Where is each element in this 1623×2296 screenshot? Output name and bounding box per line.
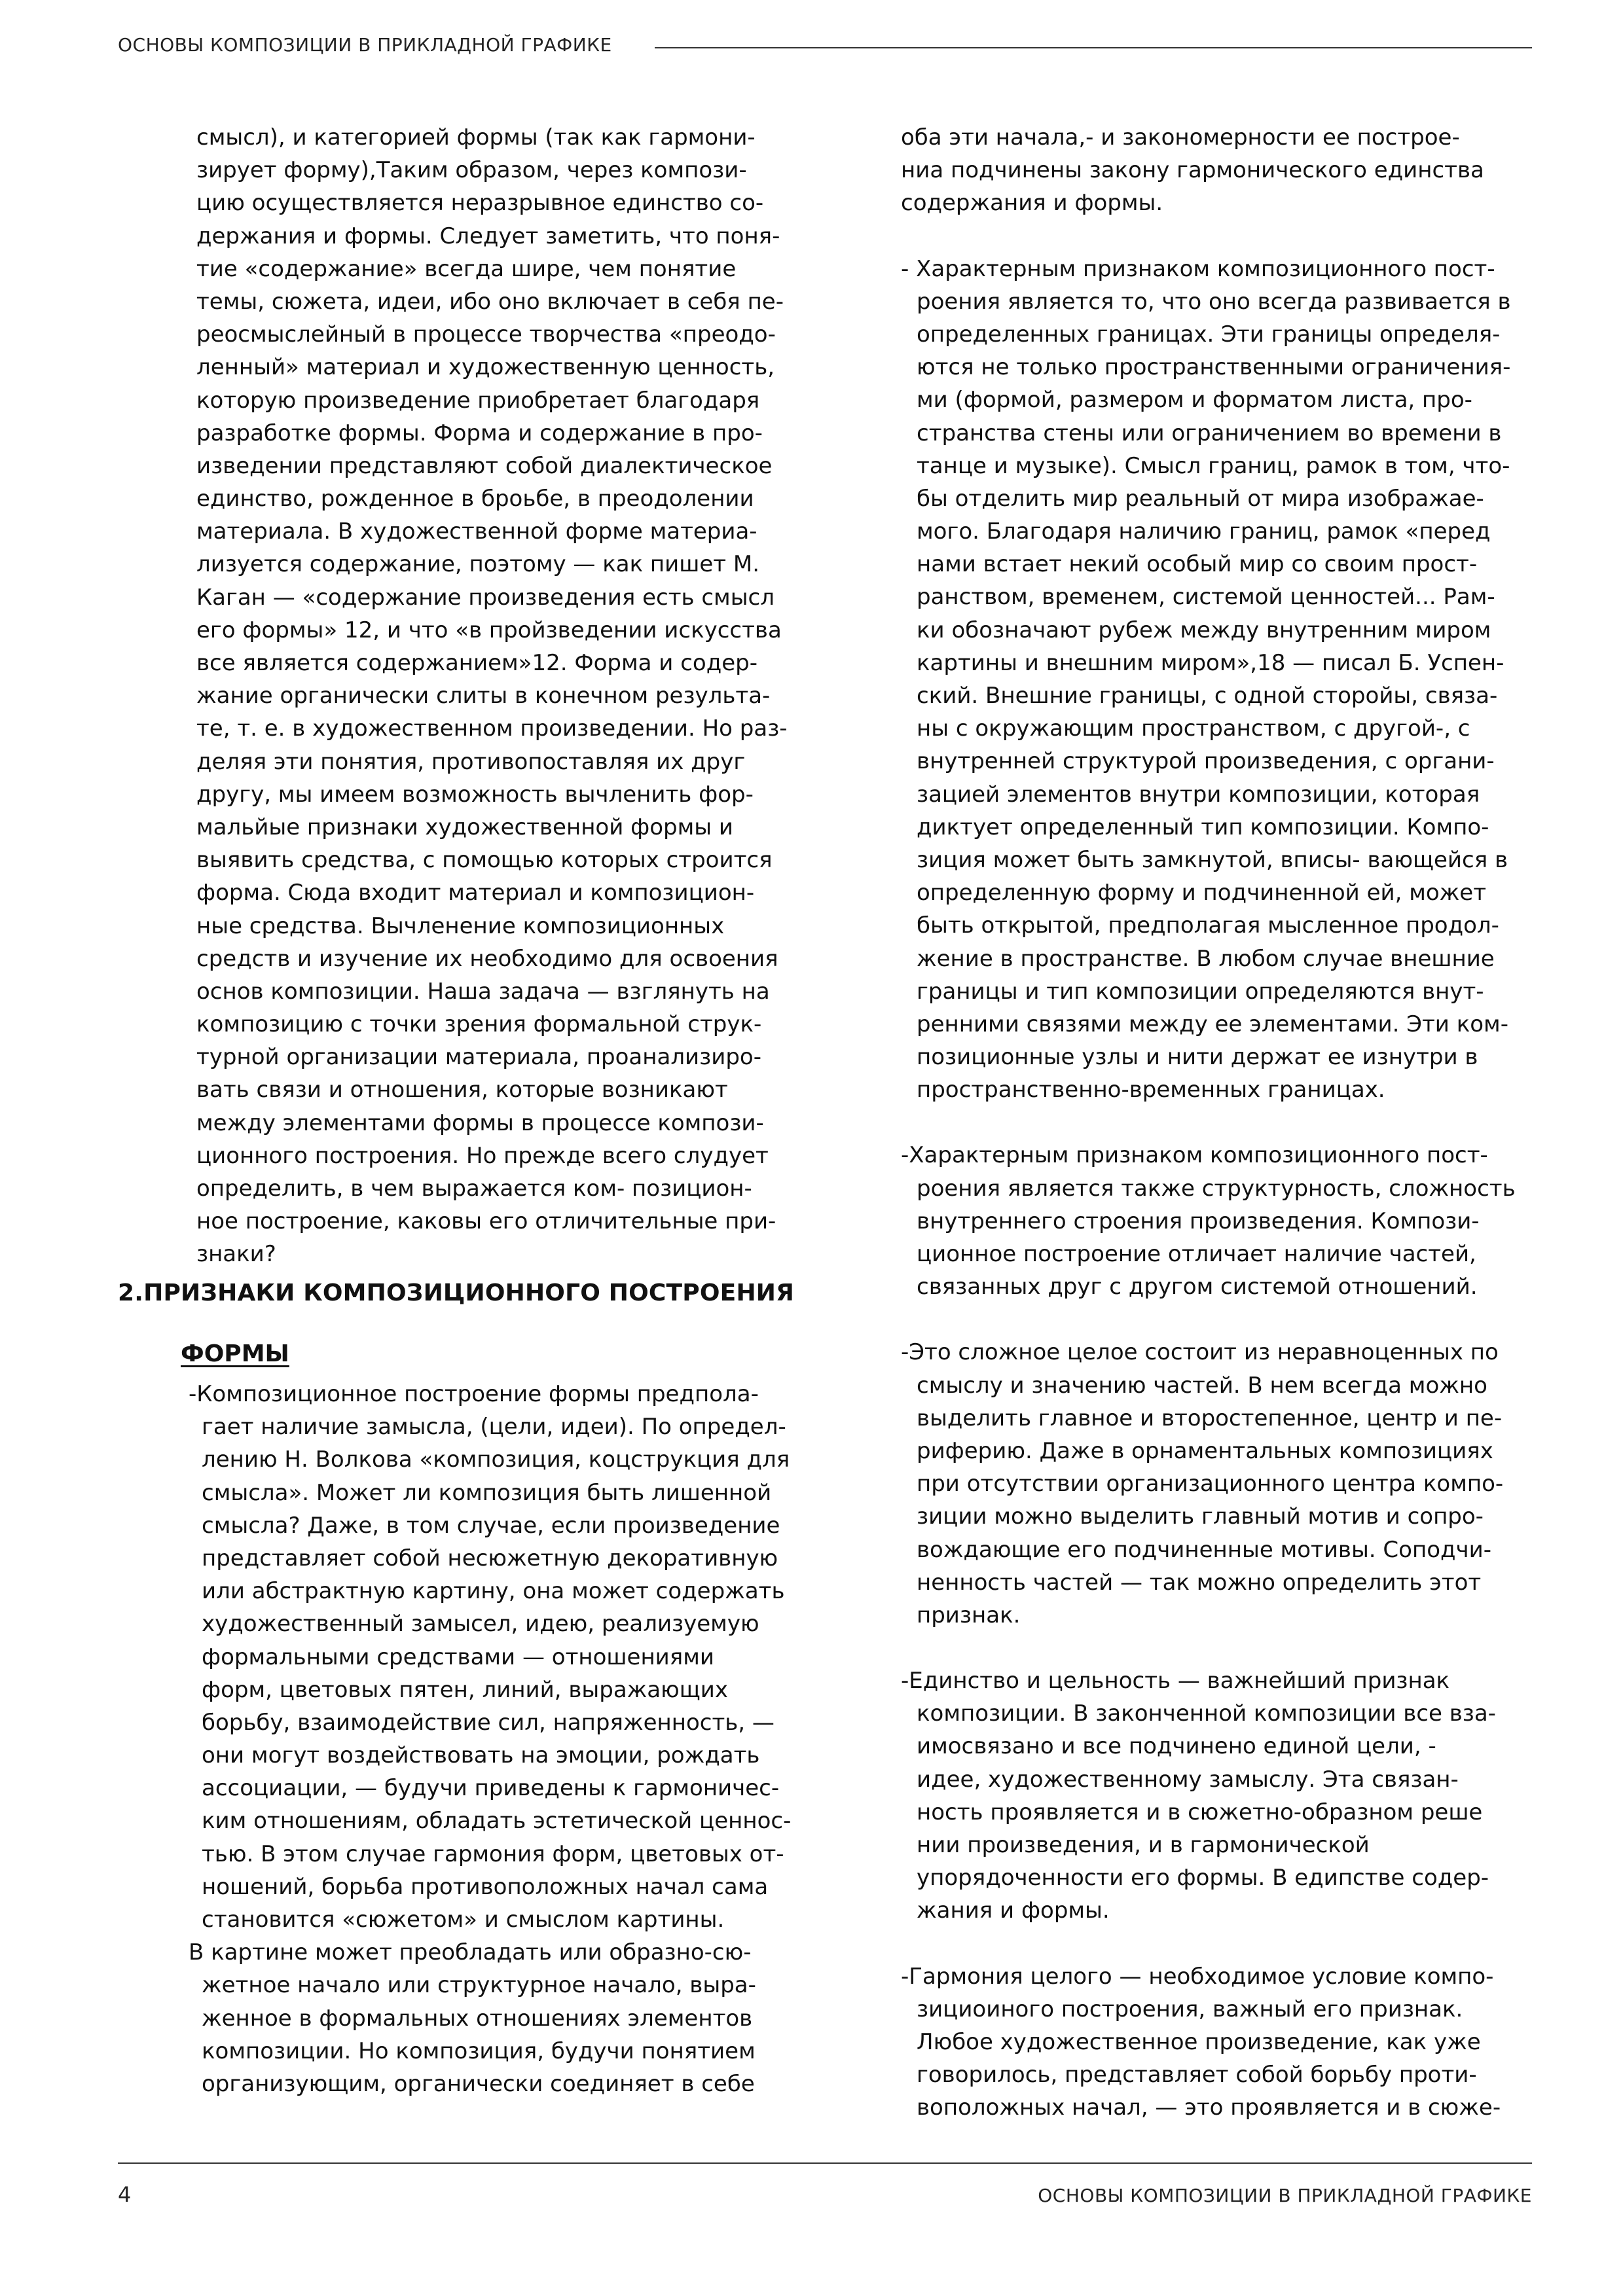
- text-line: деляя эти понятия, противопоставляя их друг: [196, 748, 746, 775]
- text-line: - Характерным признаком композиционного пост-: [901, 255, 1495, 282]
- text-line: жание органически слиты в конечном результа-: [196, 683, 771, 709]
- text-line: тью. В этом случае гармония форм, цветовых от-: [202, 1840, 784, 1867]
- right-column-text: [901, 121, 1516, 2157]
- text-line: композиции. В законченной композиции все вза-: [917, 1700, 1496, 1727]
- text-line: средств и изучение их необходимо для освоения: [196, 945, 778, 972]
- text-line: женное в формальных отношениях элементов: [202, 2005, 753, 2032]
- text-line: -Единство и цельность — важнейший признак: [901, 1668, 1450, 1695]
- text-line: темы, сюжета, идеи, ибо оно включает в себя пе-: [196, 288, 784, 315]
- text-line: мальйые признаки художественной формы и: [196, 814, 733, 840]
- text-line: Любое художественное произведение, как уже: [917, 2028, 1481, 2055]
- text-line: внутренней структурой произведения, с органи-: [917, 748, 1495, 775]
- text-line: форм, цветовых пятен, линий, выражающих: [202, 1676, 728, 1703]
- text-line: держания и формы. Следует заметить, что поня-: [196, 223, 780, 249]
- text-line: упорядоченности его формы. В едипстве содер-: [917, 1865, 1489, 1892]
- paragraph: [901, 1139, 1516, 1303]
- sub-heading: ФОРМЫ: [181, 1340, 289, 1367]
- text-line: признак.: [917, 1602, 1021, 1628]
- text-line: материала. В художественной форме материа-: [196, 518, 757, 545]
- text-line: лению Н. Волкова «композиция, коцструкция для: [202, 1446, 790, 1473]
- text-line: связанных друг с другом системой отношений.: [917, 1274, 1478, 1300]
- text-line: которую произведение приобретает благодаря: [196, 387, 760, 414]
- text-line: странства стены или ограничением во времени в: [917, 420, 1502, 446]
- text-line: вать связи и отношения, которые возникают: [196, 1077, 728, 1103]
- text-line: пространственно-временных границах.: [917, 1077, 1385, 1103]
- text-line: -Это сложное целое состоит из неравноценных по: [901, 1339, 1499, 1366]
- text-line: -Гармония целого — необходимое условие компо-: [901, 1963, 1494, 1990]
- text-line: ются не только пространственными ограничения-: [917, 354, 1511, 381]
- text-line: ми (формой, размером и форматом листа, про-: [917, 387, 1472, 414]
- paragraph: [901, 1664, 1516, 1928]
- text-line: ны с окружающим пространством, с другой-, с: [917, 715, 1470, 742]
- text-line: другу, мы имеем возможность вычленить фор-: [196, 781, 754, 808]
- text-line: танце и музыке). Смысл границ, рамок в том, что-: [917, 452, 1510, 479]
- text-line: ненность частей — так можно определить этот: [917, 1569, 1482, 1596]
- text-line: В картине может преобладать или образно-сю-: [189, 1939, 752, 1966]
- text-line: знаки?: [196, 1241, 276, 1268]
- text-line: определить, в чем выражается ком- позицион-: [196, 1175, 752, 1202]
- text-line: ранством, временем, системой ценностей... Рам-: [917, 584, 1495, 611]
- text-line: ционное построение отличает наличие частей,: [917, 1241, 1476, 1267]
- text-line: единство, рожденное в броьбе, в преодолении: [196, 486, 754, 512]
- text-line: -Характерным признаком композиционного пост-: [901, 1142, 1488, 1169]
- text-line: становится «сюжетом» и смыслом картины.: [202, 1907, 725, 1933]
- text-line: ные средства. Вычленение композиционных: [196, 912, 725, 939]
- text-line: роения является то, что оно всегда развивается в: [917, 288, 1511, 315]
- text-line: ким отношениям, обладать эстетической ценнос-: [202, 1808, 792, 1835]
- text-line: ки обозначают рубеж между внутренним миром: [917, 617, 1491, 643]
- page-footer: [118, 2162, 1532, 2215]
- text-line: жания и формы.: [917, 1897, 1110, 1924]
- text-line: изведении представляют собой диалектическое: [196, 452, 773, 479]
- text-line: идее, художественному замыслу. Эта связан-: [917, 1766, 1459, 1793]
- text-line: ношений, борьба противоположных начал сама: [202, 1873, 769, 1900]
- text-line: смысла». Может ли композиция быть лишенной: [202, 1479, 772, 1506]
- text-line: композицию с точки зрения формальной струк-: [196, 1011, 762, 1038]
- text-line: риферию. Даже в орнаментальных композициях: [917, 1437, 1493, 1464]
- text-line: основ композиции. Наша задача — взглянуть на: [196, 978, 770, 1005]
- footer-rule: [118, 2162, 1532, 2164]
- text-line: ниа подчинены закону гармонического единства: [901, 157, 1484, 184]
- text-line: его формы» 12, и что «в пройзведении искусства: [196, 617, 782, 643]
- section-heading: 2.ПРИЗНАКИ КОМПОЗИЦИОННОГО ПОСТРОЕНИЯ: [118, 1280, 795, 1306]
- text-line: картины и внешним миром»,18 — писал Б. Успен-: [917, 649, 1504, 676]
- text-line: мого. Благодаря наличию границ, рамок «перед: [917, 518, 1491, 545]
- paragraph: [901, 1336, 1516, 1632]
- running-title: ОСНОВЫ КОМПОЗИЦИИ В ПРИКЛАДНОЙ ГРАФИКЕ: [118, 34, 612, 56]
- text-line: форма. Сюда входит материал и композицион-: [196, 880, 755, 906]
- text-line: ский. Внешние границы, с одной сторойы, связа-: [917, 683, 1498, 709]
- text-line: они могут воздействовать на эмоции, рождать: [202, 1742, 760, 1769]
- text-line: зиция может быть замкнутой, вписы- вающейся в: [917, 846, 1508, 873]
- header-rule: [655, 47, 1532, 48]
- text-line: диктует определенный тип композиции. Компо-: [917, 814, 1489, 840]
- text-line: ленный» материал и художественную ценность,: [196, 354, 775, 381]
- text-line: ционного построения. Но прежде всего слудует: [196, 1142, 769, 1169]
- left-column-top-text: [196, 121, 788, 1271]
- text-line: тие «содержание» всегда шире, чем понятие: [196, 255, 737, 282]
- text-line: при отсутствии организационного центра компо-: [917, 1471, 1504, 1498]
- footer-running-title: ОСНОВЫ КОМПОЗИЦИИ В ПРИКЛАДНОЙ ГРАФИКЕ: [1038, 2185, 1532, 2206]
- text-line: -Композиционное построение формы предпола-: [189, 1381, 759, 1407]
- paragraph: [901, 121, 1516, 220]
- text-line: цию осуществляется неразрывное единство со-: [196, 190, 764, 217]
- text-line: быть открытой, предполагая мысленное продол-: [917, 912, 1499, 939]
- text-line: роения является также структурность, сложность: [917, 1175, 1516, 1202]
- page-number: 4: [118, 2182, 132, 2207]
- left-column-bottom-text: [189, 1378, 791, 2100]
- text-line: разработке формы. Форма и содержание в про-: [196, 420, 763, 446]
- text-line: зициоиного построения, важный его признак.: [917, 1996, 1463, 2022]
- text-line: зиции можно выделить главный мотив и сопро-: [917, 1503, 1484, 1530]
- text-line: нии произведения, и в гармонической: [917, 1832, 1370, 1858]
- text-line: те, т. е. в художественном произведении. Но раз-: [196, 715, 788, 742]
- text-line: жетное начало или структурное начало, выра-: [202, 1972, 756, 1999]
- text-line: Каган — «содержание произведения есть смысл: [196, 584, 775, 611]
- text-line: гает наличие замысла, (цели, идеи). По определ-: [202, 1414, 786, 1441]
- text-line: внутреннего строения произведения. Компози-: [917, 1208, 1480, 1234]
- paragraph: [901, 253, 1516, 1107]
- page-header: [118, 34, 1506, 67]
- text-line: содержания и формы.: [901, 190, 1163, 217]
- text-line: ренними связями между ее элементами. Эти ком-: [917, 1011, 1508, 1037]
- text-line: смысла? Даже, в том случае, если произведение: [202, 1512, 780, 1539]
- text-line: границы и тип композиции определяются внут-: [917, 978, 1484, 1005]
- text-line: турной организации материала, проанализиро-: [196, 1044, 761, 1071]
- text-line: имосвязано и все подчинено единой цели, -: [917, 1733, 1436, 1760]
- text-line: смыслу и значению частей. В нем всегда можно: [917, 1372, 1487, 1399]
- text-line: нами встает некий особый мир со своим прост-: [917, 551, 1478, 578]
- text-line: выделить главное и второстепенное, центр и пе-: [917, 1405, 1503, 1431]
- text-line: бы отделить мир реальный от мира изображае-: [917, 485, 1484, 512]
- text-line: позиционные узлы и нити держат ее изнутри в: [917, 1044, 1478, 1071]
- text-line: лизуется содержание, поэтому — как пишет М.: [196, 551, 760, 578]
- text-line: определенную форму и подчиненной ей, может: [917, 880, 1487, 906]
- text-line: художественный замысел, идею, реализуемую: [202, 1611, 759, 1638]
- text-line: реосмыслейный в процессе творчества «преодо-: [196, 321, 776, 348]
- text-line: все является содержанием»12. Форма и содер-: [196, 650, 757, 676]
- text-line: воположных начал, — это проявляется и в сюже-: [917, 2094, 1501, 2121]
- text-line: вождающие его подчиненные мотивы. Соподчи-: [917, 1536, 1491, 1563]
- text-line: представляет собой несюжетную декоративную: [202, 1545, 778, 1571]
- text-line: борьбу, взаимодействие сил, напряженность, —: [202, 1709, 775, 1736]
- text-line: композиции. Но композиция, будучи понятием: [202, 2037, 756, 2064]
- text-line: говорилось, представляет собой борьбу проти-: [917, 2062, 1477, 2089]
- text-line: зирует форму),Таким образом, через компози-: [196, 157, 747, 184]
- paragraph: [901, 1960, 1516, 2125]
- text-line: ное построение, каковы его отличительные при-: [196, 1208, 776, 1235]
- text-line: формальными средствами — отношениями: [202, 1643, 714, 1670]
- text-line: жение в пространстве. В любом случае внешние: [917, 945, 1495, 972]
- text-line: определенных границах. Эти границы определя-: [917, 321, 1501, 348]
- text-line: зацией элементов внутри композиции, которая: [917, 781, 1480, 808]
- text-line: ассоциации, — будучи приведены к гармоничес-: [202, 1775, 780, 1802]
- text-line: ность проявляется и в сюжетно-образном реше: [917, 1799, 1483, 1825]
- text-line: оба эти начала,- и закономерности ее построе-: [901, 124, 1460, 151]
- text-line: смысл), и категорией формы (так как гармони-: [196, 124, 756, 151]
- text-line: организующим, органически соединяет в себе: [202, 2070, 755, 2097]
- text-line: выявить средства, с помощью которых строится: [196, 847, 773, 874]
- text-line: между элементами формы в процессе компози-: [196, 1109, 764, 1136]
- text-line: или абстрактную картину, она может содержать: [202, 1578, 785, 1605]
